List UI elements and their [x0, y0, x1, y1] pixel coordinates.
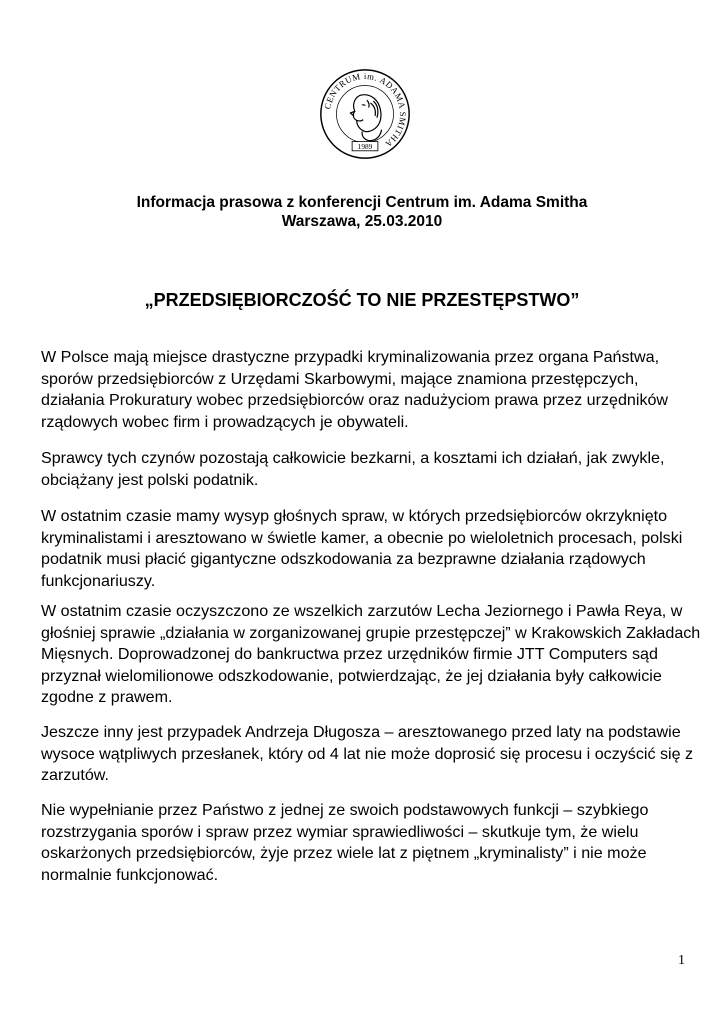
paragraph-2: Sprawcy tych czynów pozostają całkowicie bezkarni, a kosztami ich działań, jak zwykle, obciążany jest polski podatnik. — [41, 449, 665, 489]
place-and-date: Warszawa, 25.03.2010 — [281, 213, 443, 230]
paragraph-1: W Polsce mają miejsce drastyczne przypadki kryminalizowania przez organa Państwa, sporów przedsiębiorców z Urzędami Skarbowymi, mające znamiona przestępczych, działania Prokuratury wobec przedsiębiorców oraz nadużyciom prawa przez urzędników rządowych wobec firm i prowadzących je obywateli. — [41, 348, 669, 431]
adam-smith-portrait-seal-icon — [319, 68, 411, 160]
paragraph-4: W ostatnim czasie oczyszczono ze wszelkich zarzutów Lecha Jeziornego i Pawła Reya, w głośniej sprawie „działania w zorganizowanej grupie przestępczej” w Krakowskich Zakładach Mięsnych. Doprowadzonej do bankructwa przez urzędników firmie JTT Computers sąd przyznał wielomilionowe odszkodowanie, potwierdzając, że jej działania były całkowicie zgodne z prawem. — [41, 602, 701, 706]
paragraph-6: Nie wypełnianie przez Państwo z jednej ze swoich podstawowych funkcji – szybkiego rozstrzygania sporów i spraw przez wymiar sprawiedliwości – skutkuje tym, że wielu oskarżonych przedsiębiorców, żyje przez wiele lat z piętnem „kryminalisty” i nie może normalnie funkcjonować. — [41, 801, 649, 884]
svg-text:CENTRUM im. ADAMA SMITHA: CENTRUM im. ADAMA SMITHA — [322, 71, 408, 150]
svg-text:1989: 1989 — [357, 141, 373, 151]
paragraph-5: Jeszcze inny jest przypadek Andrzeja Długosza – aresztowanego przed laty na podstawie wysoce wątpliwych przesłanek, który od 4 lat nie może doprosić się procesu i oczyścić się z zarzutów. — [41, 723, 694, 784]
document-title: „PRZEDSIĘBIORCZOŚĆ TO NIE PRZESTĘPSTWO” — [144, 290, 580, 310]
page-number: 1 — [678, 953, 685, 968]
paragraph-3: W ostatnim czasie mamy wysyp głośnych spraw, w których przedsiębiorców okrzyknięto kryminalistami i aresztowano w świetle kamer, a obecnie po wieloletnich procesach, polski podatnik musi płacić gigantyczne odszkodowania za bezprawne działania rządowych funkcjonariuszy. — [41, 507, 683, 590]
press-release-heading: Informacja prasowa z konferencji Centrum im. Adama Smitha — [136, 194, 588, 211]
